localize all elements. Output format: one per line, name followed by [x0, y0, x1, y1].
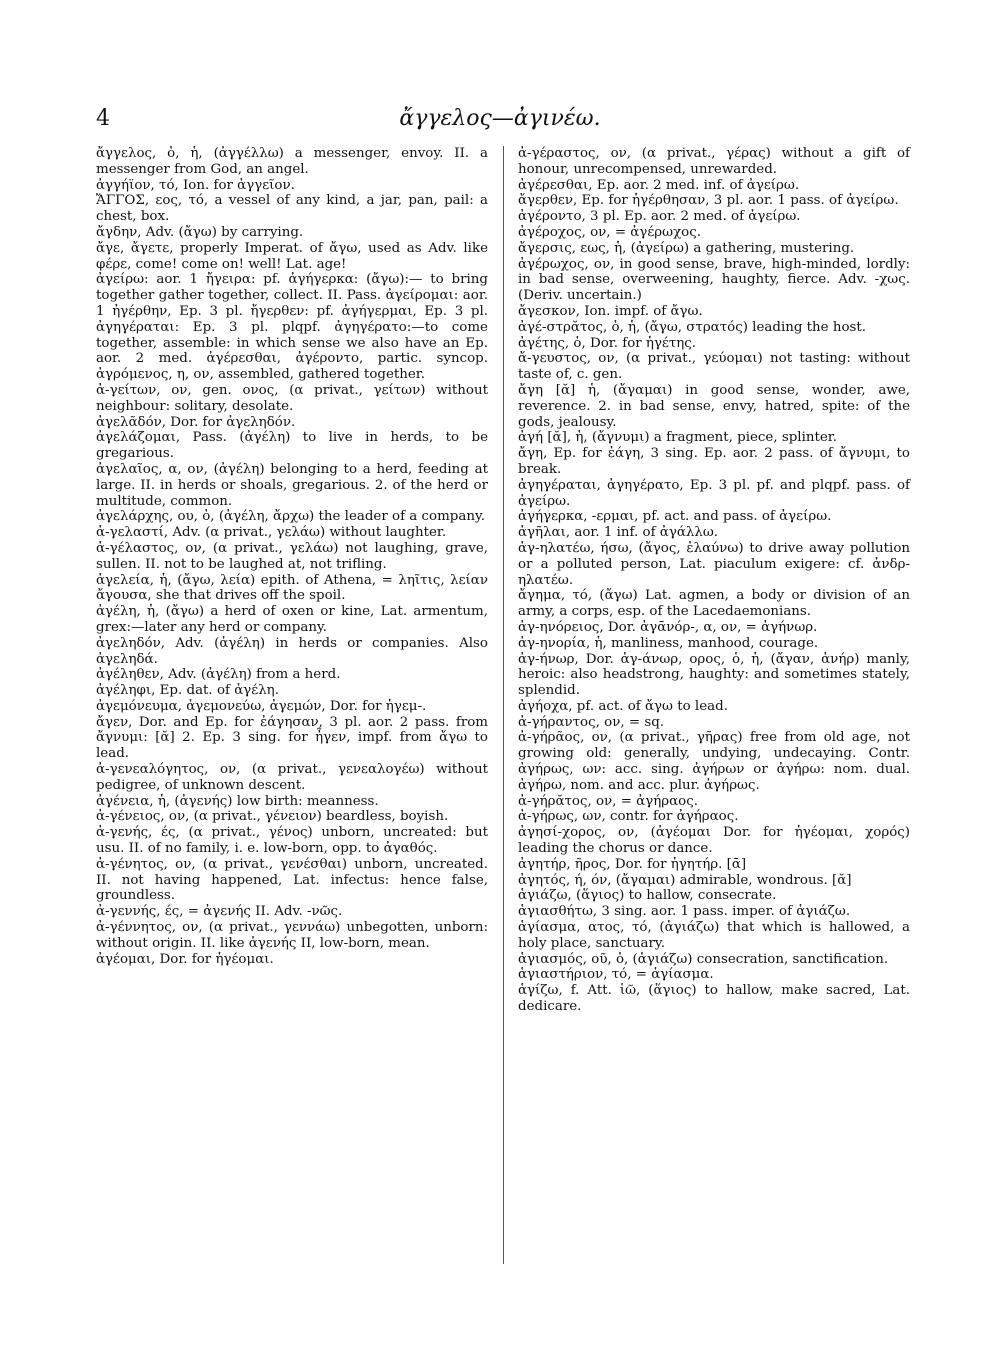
dictionary-entry: ἄγδην, Adv. (ἄγω) by carrying.	[96, 224, 304, 240]
dictionary-entry: ἀ-γενής, ές, (α privat., γένος) unborn, uncreated: but usu. II. of no family, i. e. low-born, opp. to ἀγαθός.	[96, 825, 488, 857]
dictionary-entry: ἀγείρω: aor. 1 ἤγειρα: pf. ἀγήγερκα: (ἄγω):— to bring together gather together, collect. II. Pass. ἀγείρομαι: aor. 1 ἠγέρθην, Ep. 3 pl. ἤγερθεν: pf. ἀγήγερμαι, Ep. 3 pl. ἀγηγέραται: Ep. 3 pl. plqpf. ἀγηγέρατο:—to come together, assemble: in which sense we also have an Ep. aor. 2 med. ἀγέρεσθαι, ἀγέροντο, partic. syncop. ἀγρόμενος, η, ον, assembled, gathered together.	[96, 272, 488, 383]
dictionary-entry: ἀ-γένητος, ον, (α privat., γενέσθαι) unborn, uncreated. II. not having happened, Lat. infectus: hence false, groundless.	[96, 856, 488, 904]
dictionary-entry: ἄγερθεν, Ep. for ἠγέρθησαν, 3 pl. aor. 1 pass. of ἀγείρω.	[518, 193, 899, 209]
dictionary-entry: ἀγελάζομαι, Pass. (ἀγέλη) to live in herds, to be gregarious.	[96, 430, 488, 462]
dictionary-entry: ἄγη [ᾰ] ἡ, (ἄγαμαι) in good sense, wonder, awe, reverence. 2. in bad sense, envy, hatred, spite: of the gods, jealousy.	[518, 382, 910, 430]
running-head: ἄγγελος—ἀγινέω.	[399, 106, 601, 131]
dictionary-entry: ἀγελᾶδόν, Dor. for ἀγεληδόν.	[96, 414, 296, 430]
dictionary-entry: ἀ-γεννής, ές, = ἀγενής II. Adv. -νῶς.	[96, 904, 343, 920]
dictionary-entry: ἀγελαῖος, α, ον, (ἀγέλη) belonging to a herd, feeding at large. II. in herds or shoals, gregarious. 2. of the herd or multitude, common.	[96, 461, 488, 509]
dictionary-entry: ἀ-γένειος, ον, (α privat., γένειον) beardless, boyish.	[96, 809, 449, 825]
left-column	[96, 146, 488, 967]
dictionary-entry: ἁγιασθήτω, 3 sing. aor. 1 pass. imper. of ἁγιάζω.	[518, 904, 851, 920]
dictionary-entry: ἄγε, ἄγετε, properly Imperat. of ἄγω, used as Adv. like φέρε, come! come on! well! Lat. age!	[96, 240, 488, 272]
dictionary-entry: ἀγελάρχης, ου, ὁ, (ἀγέλη, ἄρχω) the leader of a company.	[96, 509, 486, 525]
dictionary-entry: ἀ-γέλαστος, ον, (α privat., γελάω) not laughing, grave, sullen. II. not to be laughed at, not trifling.	[96, 540, 488, 572]
dictionary-entry: ἀ-γήρᾰτος, ον, = ἀγήραος.	[518, 793, 698, 809]
dictionary-entry: ἀγεμόνευμα, ἀγεμονεύω, ἀγεμών, Dor. for ἡγεμ-.	[96, 698, 427, 714]
dictionary-entry: ἀ-γήρᾶος, ον, (α privat., γῆρας) free from old age, not growing old: generally, undying, undecaying. Contr. ἀγήρως, ων: acc. sing. ἀγήρων or ἀγήρω: nom. dual. ἀγήρω, nom. and acc. plur. ἀγήρως.	[518, 730, 910, 793]
dictionary-entry: ἄγη, Ep. for ἐάγη, 3 sing. Ep. aor. 2 pass. of ἄγνυμι, to break.	[518, 446, 910, 477]
dictionary-entry: ἀγητός, ή, όν, (ἄγαμαι) admirable, wondrous. [ᾰ]	[518, 872, 852, 888]
dictionary-entry: ἄγγελος, ὁ, ἡ, (ἀγγέλλω) a messenger, envoy. II. a messenger from God, an angel.	[96, 146, 488, 177]
dictionary-entry: ἀγέληθεν, Adv. (ἀγέλη) from a herd.	[96, 667, 341, 683]
dictionary-entry: ἀγέρεσθαι, Ep. aor. 2 med. inf. of ἀγείρω.	[518, 177, 800, 193]
dictionary-entry: ἄ-γευστος, ον, (α privat., γεύομαι) not tasting: without taste of, c. gen.	[518, 351, 910, 383]
dictionary-entry: ἀγέομαι, Dor. for ἡγέομαι.	[96, 951, 274, 967]
dictionary-entry: ἀ-γελαστί, Adv. (α privat., γελάω) without laughter.	[96, 525, 447, 541]
dictionary-entry: ἁγίζω, f. Att. ἱῶ, (ἅγιος) to hallow, make sacred, Lat. dedicare.	[518, 983, 910, 1015]
dictionary-entry: ἀ-γείτων, ον, gen. ονος, (α privat., γείτων) without neighbour: solitary, desolate.	[96, 382, 488, 414]
dictionary-entry: ἀ-γήραντος, ον, = sq.	[518, 714, 665, 730]
dictionary-entry: ἀγέροντο, 3 pl. Ep. aor. 2 med. of ἀγείρω.	[518, 209, 801, 225]
dictionary-entry: ἁγιαστήριον, τό, = ἁγίασμα.	[518, 967, 714, 983]
dictionary-entry: ἀγ-ηνόρειος, Dor. ἀγᾱνόρ-, α, ον, = ἀγήνωρ.	[518, 619, 818, 635]
dictionary-entry: ἁγιασμός, οῦ, ὁ, (ἁγιάζω) consecration, sanctification.	[518, 951, 889, 967]
dictionary-entry: ἀ-γέραστος, ον, (α privat., γέρας) without a gift of honour, unrecompensed, unrewarded.	[518, 146, 910, 177]
dictionary-entry: ἀγ-ήνωρ, Dor. ἀγ-άνωρ, ορος, ὁ, ἡ, (ἄγαν, ἀνήρ) manly, heroic: also headstrong, haughty: and sometimes stately, splendid.	[518, 651, 910, 699]
dictionary-entry: ἁγιάζω, (ἅγιος) to hallow, consecrate.	[518, 888, 777, 904]
dictionary-entry: ἀ-γήρως, ων, contr. for ἀγήραος.	[518, 809, 739, 825]
dictionary-entry: ἄγερσις, εως, ἡ, (ἀγείρω) a gathering, mustering.	[518, 240, 855, 256]
dictionary-entry: ἀγέληφι, Ep. dat. of ἀγέλη.	[96, 683, 279, 699]
dictionary-entry: ἄγημα, τό, (ἄγω) Lat. agmen, a body or division of an army, a corps, esp. of the Lacedaemonians.	[518, 588, 910, 620]
dictionary-entry: ἀγ-ηλατέω, ήσω, (ἄγος, ἐλαύνω) to drive away pollution or a polluted person, Lat. piaculum exigere: cf. ἀνδρ-ηλατέω.	[518, 540, 910, 588]
dictionary-entry: ἀ-γέννητος, ον, (α privat., γεννάω) unbegotten, unborn: without origin. II. like ἀγενής II, low-born, mean.	[96, 920, 488, 951]
dictionary-entry: ἀγέλη, ἡ, (ἄγω) a herd of oxen or kine, Lat. armentum, grex:—later any herd or company.	[96, 604, 488, 635]
dictionary-entry: ἀγησί-χορος, ον, (ἀγέομαι Dor. for ἡγέομαι, χορός) leading the chorus or dance.	[518, 825, 910, 857]
dictionary-entry: ἀγητήρ, ῆρος, Dor. for ἡγητήρ. [ᾱ]	[518, 856, 747, 872]
dictionary-entry: ἀγήοχα, pf. act. of ἄγω to lead.	[518, 698, 728, 714]
dictionary-entry: ἁγίασμα, ατος, τό, (ἁγιάζω) that which is hallowed, a holy place, sanctuary.	[518, 920, 910, 951]
right-column	[518, 146, 910, 1015]
dictionary-entry: ἀγέτης, ὁ, Dor. for ἡγέτης.	[518, 335, 697, 351]
dictionary-entry: ἀγένεια, ἡ, (ἀγενής) low birth: meanness.	[96, 793, 379, 809]
dictionary-entry: ἀγεληδόν, Adv. (ἀγέλη) in herds or companies. Also ἀγεληδά.	[96, 635, 488, 667]
dictionary-entry: ἀγή [ᾰ], ἡ, (ἄγνυμι) a fragment, piece, splinter.	[518, 430, 837, 446]
column-divider	[503, 146, 504, 1264]
dictionary-entry: ἄγεσκον, Ion. impf. of ἄγω.	[518, 303, 703, 319]
dictionary-entry: ἄγεν, Dor. and Ep. for ἐάγησαν, 3 pl. aor. 2 pass. from ἄγνυμι: [ᾰ] 2. Ep. 3 sing. for ἦγεν, impf. from ἄγω to lead.	[96, 714, 488, 762]
dictionary-entry: ἀ-γενεαλόγητος, ον, (α privat., γενεαλογέω) without pedigree, of unknown descent.	[96, 762, 488, 793]
dictionary-entry: ἀγελεία, ἡ, (ἄγω, λεία) epith. of Athena, = ληῖτις, λείαν ἄγουσα, she that drives off the spoil.	[96, 572, 488, 604]
dictionary-entry: ἀγῆλαι, aor. 1 inf. of ἀγάλλω.	[518, 525, 719, 541]
dictionary-entry: ἀγήγερκα, -ερμαι, pf. act. and pass. of ἀγείρω.	[518, 509, 832, 525]
dictionary-entry: ἀγέρωχος, ον, in good sense, brave, high-minded, lordly: in bad sense, overweening, haughty, fierce. Adv. -χως. (Deriv. uncertain.)	[518, 256, 910, 304]
dictionary-entry: ἀγ-ηνορία, ἡ, manliness, manhood, courage.	[518, 635, 819, 651]
dictionary-entry: ἀγέ-στρᾰτος, ὁ, ἡ, (ἄγω, στρατός) leading the host.	[518, 319, 867, 335]
dictionary-entry: ἀγέροχος, ον, = ἀγέρωχος.	[518, 224, 702, 240]
page-number: 4	[96, 106, 110, 131]
dictionary-entry: ἌΓΓΟΣ, εος, τό, a vessel of any kind, a jar, pan, pail: a chest, box.	[96, 193, 488, 225]
dictionary-entry: ἀγγήϊον, τό, Ion. for ἀγγεῖον.	[96, 177, 295, 193]
dictionary-entry: ἀγηγέραται, ἀγηγέρατο, Ep. 3 pl. pf. and plqpf. pass. of ἀγείρω.	[518, 477, 910, 509]
